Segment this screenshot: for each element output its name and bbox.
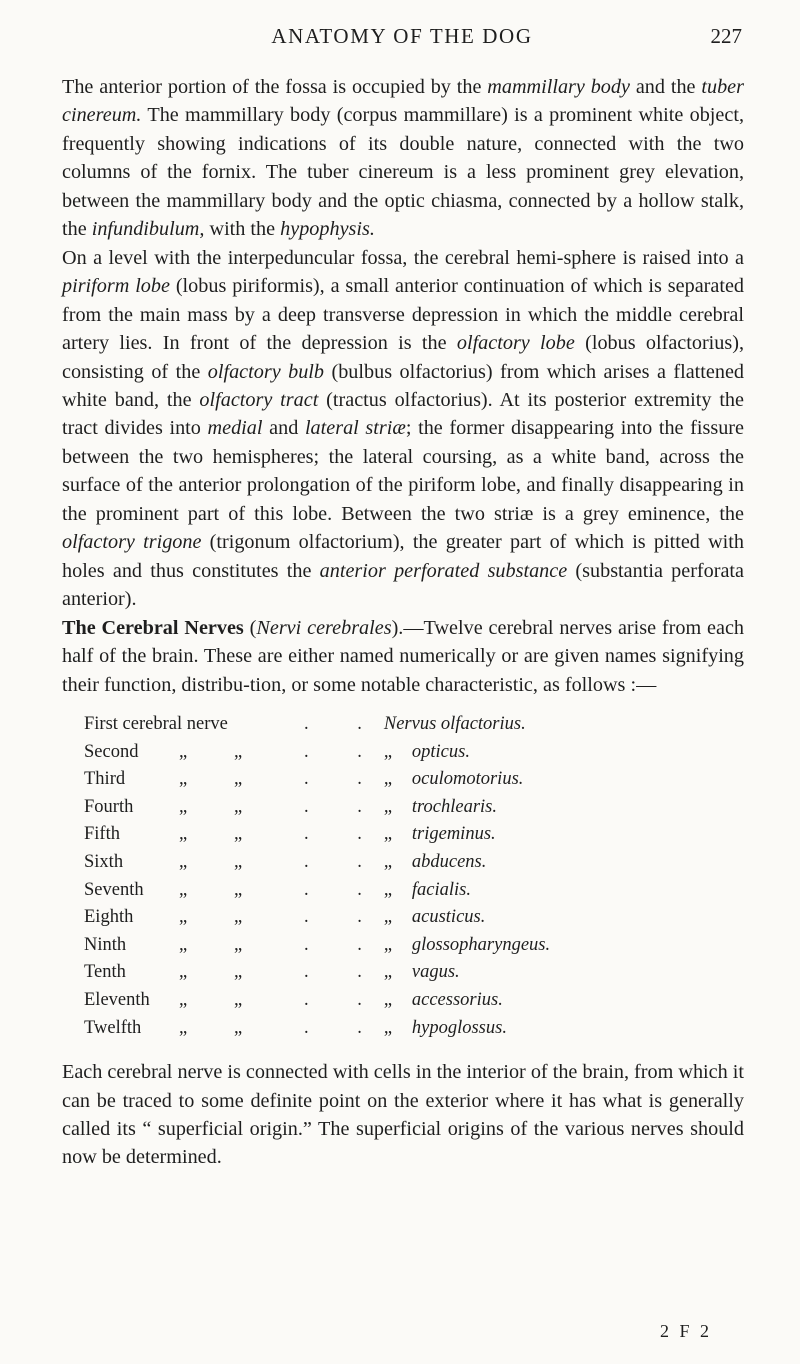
page-body xyxy=(62,73,744,1172)
leader-dots: . . xyxy=(304,934,384,955)
nerve-ordinal: Seventh xyxy=(84,879,144,900)
table-row xyxy=(84,711,550,739)
text-run: The mammillary body (corpus mammillare) is a prominent white object, frequently showing indications of its double nature, connected with the two columns of the fornix. The tuber cinereum is a less prominent grey elevation, between the mammillary body and the optic chiasma, connected by a hollow stalk, the xyxy=(62,104,744,241)
leader-dots: . . xyxy=(304,962,384,983)
italic-term: hypophysis. xyxy=(280,218,375,241)
text-run: ; the former disappearing into the fissure between the two hemispheres; the lateral coursing, as a white band, across the surface of the anterior prolongation of the piriform lobe, and finally disappearing in the prominent part of this lobe. Between the two striæ is a grey eminence, the xyxy=(62,417,744,525)
leader-dots: . . xyxy=(304,713,384,734)
ditto-mark: „ xyxy=(179,851,188,872)
printer-signature: 2 F 2 xyxy=(659,1321,712,1341)
nerve-ordinal: Fourth xyxy=(84,796,134,817)
nerve-ordinal: Sixth xyxy=(84,851,124,872)
ditto-mark: „ xyxy=(179,907,188,928)
nerve-ordinal: Fifth xyxy=(84,824,120,845)
ditto-mark: „ xyxy=(383,989,393,1010)
leader-dots: . . xyxy=(304,796,384,817)
ditto-mark: „ xyxy=(383,1017,393,1038)
ditto-mark: „ xyxy=(179,741,188,762)
table-row xyxy=(84,1015,550,1043)
leader-dots: . . xyxy=(304,769,384,790)
ditto-mark: „ xyxy=(179,934,188,955)
nerve-ordinal: Eighth xyxy=(84,907,134,928)
italic-term: infundibulum, xyxy=(91,218,205,241)
nerve-ordinal: Twelfth xyxy=(84,1017,142,1038)
table-row xyxy=(84,987,550,1015)
nerve-name: trigeminus. xyxy=(411,824,496,845)
ditto-mark: „ xyxy=(383,769,393,790)
text-run: and xyxy=(262,417,305,440)
running-title: ANATOMY OF THE DOG xyxy=(271,24,533,48)
text-run: ( xyxy=(243,616,257,639)
nerve-name: glossopharyngeus. xyxy=(411,934,551,955)
text-run: (trigonum olfactorium), the greater part of which is pitted with holes and thus constitutes the xyxy=(62,531,744,582)
leader-dots: . . xyxy=(304,907,384,928)
nerve-ordinal: Third xyxy=(84,769,126,790)
page-number: 227 xyxy=(710,24,742,48)
leader-dots: . . xyxy=(304,741,384,762)
bold-heading: The Cerebral Nerves xyxy=(62,616,244,639)
ditto-mark: „ xyxy=(234,851,243,872)
ditto-mark: „ xyxy=(234,741,243,762)
italic-term: lateral striæ xyxy=(304,417,406,440)
table-row xyxy=(84,932,550,960)
paragraph-mammillary-body xyxy=(62,73,744,244)
ditto-mark: „ xyxy=(383,824,393,845)
ditto-mark: „ xyxy=(234,989,243,1010)
nerve-ordinal: Ninth xyxy=(84,934,127,955)
ditto-mark: „ xyxy=(179,824,188,845)
nerve-ordinal: Second xyxy=(84,741,139,762)
table-row xyxy=(84,794,550,822)
text-run: (tractus olfactorius). At its posterior extremity the tract divides into xyxy=(62,388,744,440)
italic-term: olfactory trigone xyxy=(62,531,202,554)
nerve-name: hypoglossus. xyxy=(411,1017,507,1038)
ditto-mark: „ xyxy=(234,962,243,983)
text-run: Each cerebral nerve is connected with cells in the interior of the brain, from which it can be traced to some definite point on the exterior where it has what is generally called its “ superficial origin.” The superficial origins of the various nerves should now be determined. xyxy=(62,1061,744,1169)
text-run: (substantia perforata anterior). xyxy=(62,559,744,611)
ditto-mark: „ xyxy=(383,934,393,955)
ditto-mark: „ xyxy=(234,824,243,845)
table-row xyxy=(84,904,550,932)
leader-dots: . . xyxy=(304,989,384,1010)
ditto-mark: „ xyxy=(383,879,393,900)
ditto-mark: „ xyxy=(383,796,393,817)
nerve-ordinal: First cerebral nerve xyxy=(84,713,228,734)
ditto-mark: „ xyxy=(179,796,188,817)
text-run: and the xyxy=(629,76,702,98)
nerve-name: vagus. xyxy=(411,962,460,983)
text-run: (lobus piriformis), a small anterior continuation of which is separated from the main mass by a deep transverse depression in which the middle cerebral artery lies. In front of the depression is the xyxy=(62,275,744,355)
italic-term: olfactory bulb xyxy=(207,360,325,383)
italic-term: olfactory lobe xyxy=(456,332,575,355)
table-row xyxy=(84,739,550,767)
nerve-name: opticus. xyxy=(411,741,470,762)
italic-term: tuber cinereum. xyxy=(62,76,745,127)
nerve-ordinal: Tenth xyxy=(84,962,126,983)
table-row xyxy=(84,877,550,905)
leader-dots: . . xyxy=(304,824,384,845)
text-run: The anterior portion of the fossa is occupied by the xyxy=(62,76,488,98)
nerve-ordinal: Eleventh xyxy=(84,989,150,1010)
italic-term: mammillary body xyxy=(487,76,630,98)
paragraph-superficial-origin xyxy=(62,1058,744,1172)
leader-dots: . . xyxy=(304,1017,384,1038)
cerebral-nerves-table xyxy=(84,711,550,1042)
text-run: On a level with the interpeduncular fossa, the cerebral hemi-sphere is raised into a xyxy=(62,246,744,269)
ditto-mark: „ xyxy=(179,769,188,790)
nerve-name: acusticus. xyxy=(411,907,486,928)
ditto-mark: „ xyxy=(383,907,393,928)
table-row xyxy=(84,766,550,794)
ditto-mark: „ xyxy=(179,962,188,983)
table-row xyxy=(84,959,550,987)
paragraph-piriform-lobe xyxy=(62,244,744,614)
ditto-mark: „ xyxy=(383,851,393,872)
ditto-mark: „ xyxy=(179,879,188,900)
leader-dots: . . xyxy=(304,879,384,900)
page-header xyxy=(62,24,742,64)
ditto-mark: „ xyxy=(234,796,243,817)
table-row xyxy=(84,849,550,877)
paragraph-cerebral-nerves xyxy=(62,614,744,699)
italic-term: Nervi cerebrales xyxy=(256,616,392,639)
nerve-name: abducens. xyxy=(411,851,487,872)
ditto-mark: „ xyxy=(234,907,243,928)
italic-term: medial xyxy=(207,417,263,440)
ditto-mark: „ xyxy=(234,1017,243,1038)
nerve-name: accessorius. xyxy=(411,989,503,1010)
ditto-mark: „ xyxy=(383,741,393,762)
ditto-mark: „ xyxy=(383,962,393,983)
text-run: (lobus olfactorius), consisting of the xyxy=(62,332,744,383)
table-row xyxy=(84,821,550,849)
leader-dots: . . xyxy=(304,851,384,872)
nerve-name: facialis. xyxy=(411,879,471,900)
nerve-name: oculomotorius. xyxy=(411,769,524,790)
ditto-mark: „ xyxy=(179,1017,188,1038)
text-run: (bulbus olfactorius) from which arises a flattened white band, the xyxy=(62,360,745,411)
ditto-mark: „ xyxy=(234,879,243,900)
italic-term: piriform lobe xyxy=(62,275,170,298)
text-run: ).—Twelve cerebral nerves arise from each half of the brain. These are either named numerically or are given names signifying their function, distribu-tion, or some notable characteristic, as follows :— xyxy=(62,616,745,696)
ditto-mark: „ xyxy=(234,769,243,790)
ditto-mark: „ xyxy=(179,989,188,1010)
italic-term: olfactory tract xyxy=(199,388,319,411)
nerve-name: trochlearis. xyxy=(411,796,498,817)
text-run: with the xyxy=(204,218,281,241)
ditto-mark: „ xyxy=(234,934,243,955)
nerve-name: Nervus olfactorius. xyxy=(383,713,526,734)
italic-term: anterior perforated substance xyxy=(319,559,568,582)
